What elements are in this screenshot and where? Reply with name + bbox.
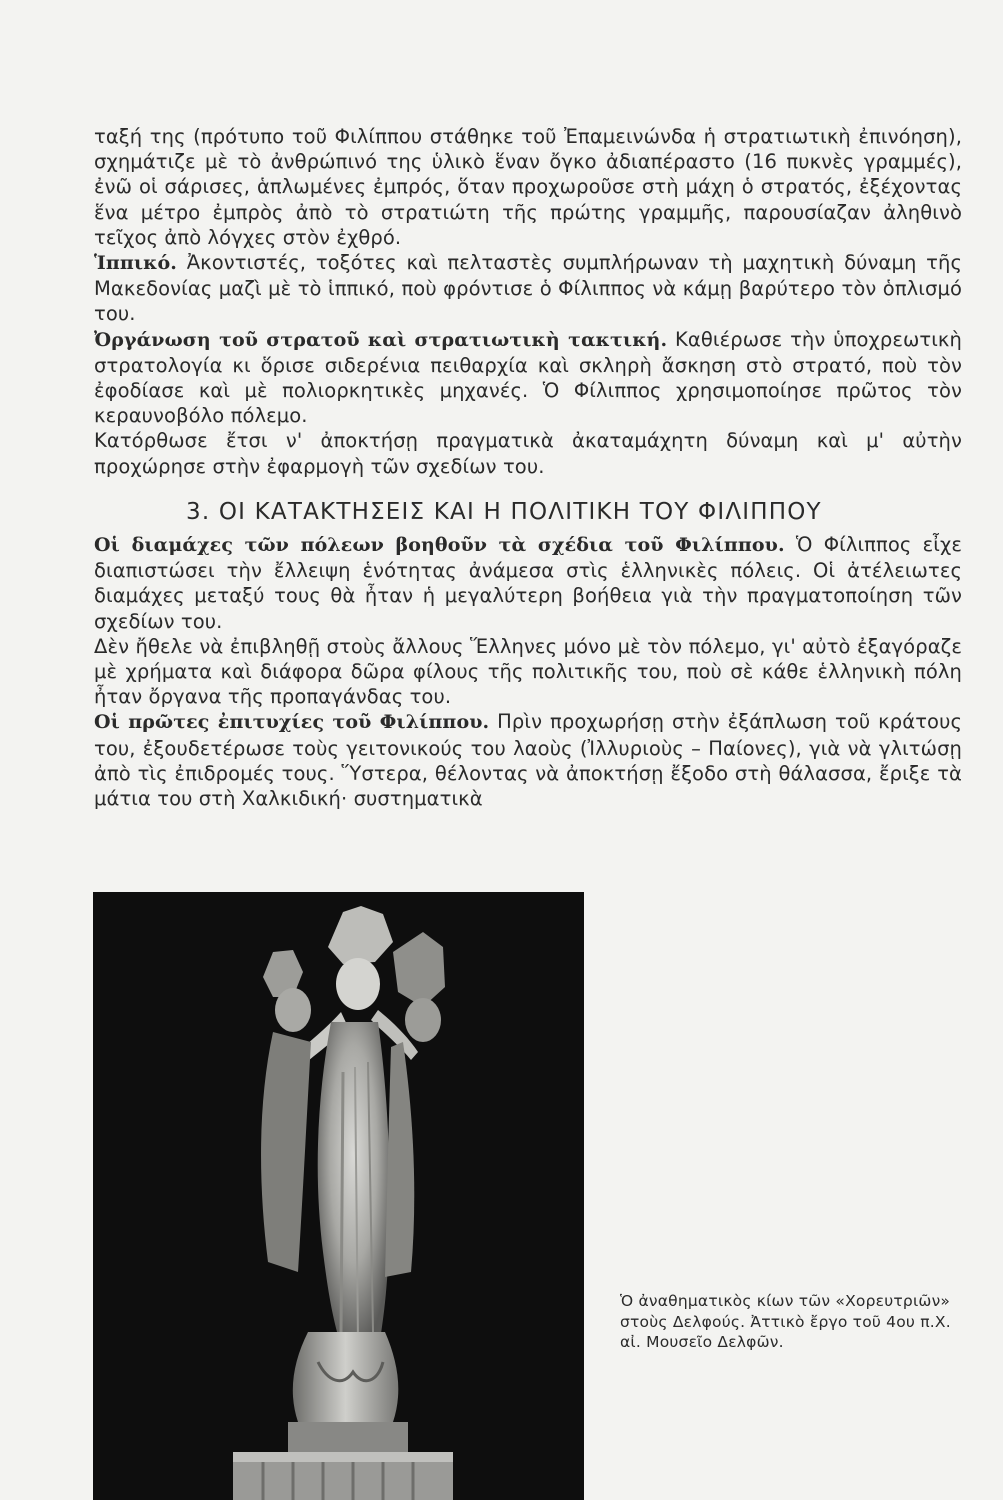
paragraph-lead-disputes: Οἱ διαμάχες τῶν πόλεων βοηθοῦν τὰ σχέδια τοῦ Φιλίππου. xyxy=(94,534,785,556)
paragraph-text: ταξή της (πρότυπο τοῦ Φιλίππου στάθηκε τοῦ Ἐπαμεινώνδα ἡ στρατιωτικὴ ἐπινόηση), σχημάτιζε μὲ τὸ ἀνθρώπινό της ὑλικὸ ἕναν ὄγκο ἀδιαπέραστο (16 πυκνὲς γραμμές), ἐνῶ οἱ σάρισες, ἁπλωμένες ἐμπρός, ὅταν προχωροῦσε στὴ μάχη ὁ στρατός, ἐξέχοντας ἕνα μέτρο ἐμπρὸς ἀπὸ τὸ στρατιώτη τῆς πρώτης γραμμῆς, παρουσίαζαν ἀληθινὸ τεῖχος ἀπὸ λόγχες στὸν ἐχθρό. xyxy=(94,125,962,249)
paragraph-text: Δὲν ἤθελε νὰ ἐπιβληθῇ στοὺς ἄλλους Ἕλληνες μόνο μὲ τὸν πόλεμο, γι' αὐτὸ ἐξαγόραζε μὲ χρήματα καὶ διάφορα δῶρα φίλους τῆς πολιτικῆς του, ποὺ σὲ κάθε ἑλληνικὴ πόλη ἦταν ὄργανα τῆς προπαγάνδας του. xyxy=(94,634,962,709)
paragraph-disputes xyxy=(94,532,962,634)
paragraph-lead-organization: Ὀργάνωση τοῦ στρατοῦ καὶ στρατιωτικὴ τακτική. xyxy=(94,328,668,351)
paragraph-bribery xyxy=(94,634,962,710)
paragraph-cavalry xyxy=(94,250,962,327)
section-heading: 3. ΟΙ ΚΑΤΑΚΤΗΣΕΙΣ ΚΑΙ Η ΠΟΛΙΤΙΚΗ ΤΟΥ ΦΙΛΙΠΠΟΥ xyxy=(186,499,822,525)
paragraph-lead-cavalry: Ἱππικό. xyxy=(94,252,177,275)
dancers-column-photo xyxy=(93,892,584,1500)
paragraph-lead-first-successes: Οἱ πρῶτες ἐπιτυχίες τοῦ Φιλίππου. xyxy=(94,711,490,734)
paragraph-text: Πρὶν προχωρήσῃ στὴν ἐξάπλωση τοῦ κράτους του, ἐξουδετέρωσε τοὺς γειτονικούς του λαοὺς (Ἰλλυριοὺς – Παίονες), γιὰ νὰ γλιτώσῃ ἀπὸ τὶς ἐπιδρομές τους. Ὕστερα, θέλοντας νὰ ἀποκτήσῃ ἔξοδο στὴ θάλασσα, ἔριξε τὰ μάτια του στὴ Χαλκιδική· συστηματικὰ xyxy=(94,710,962,811)
paragraph-text: Κατόρθωσε ἔτσι ν' ἀποκτήσῃ πραγματικὰ ἀκαταμάχητη δύναμη καὶ μ' αὐτὴν προχώρησε στὴν ἐφαρμογὴ τῶν σχεδίων του. xyxy=(94,429,962,478)
paragraph-organization xyxy=(94,327,962,429)
paragraph-first-successes xyxy=(94,709,962,811)
paragraph-text: Ὁ Φίλιππος εἶχε διαπιστώσει τὴν ἔλλειψη ἑνότητας ἀνάμεσα στὶς ἑλληνικὲς πόλεις. Οἱ ἀτέλειωτες διαμάχες μεταξύ τους θὰ ἦταν ἡ μεγαλύτερη βοήθεια γιὰ τὴν πραγματοποίηση τῶν σχεδίων του. xyxy=(94,533,962,633)
paragraph-achievement xyxy=(94,428,962,478)
paragraph-phalanx xyxy=(94,124,962,250)
paragraph-text: Ἀκοντιστές, τοξότες καὶ πελταστὲς συμπλήρωναν τὴ μαχητικὴ δύναμη τῆς Μακεδονίας μαζὶ μὲ τὸ ἱππικό, ποὺ φρόντισε ὁ Φίλιππος νὰ κάμῃ βαρύτερο τὸν ὁπλισμό του. xyxy=(94,251,962,326)
paragraph-text: Καθιέρωσε τὴν ὑποχρεωτικὴ στρατολογία κι ὅρισε σιδερένια πειθαρχία καὶ σκληρὴ ἄσκηση στὸ στρατό, ποὺ τὸν ἐφοδίασε καὶ μὲ πολιορκητικὲς μηχανές. Ὁ Φίλιππος χρησιμοποίησε πρῶτος τὸν κεραυνοβόλο πόλεμο. xyxy=(94,327,962,428)
top-text-block xyxy=(94,124,962,479)
caption-text: Ὁ ἀναθηματικὸς κίων τῶν «Χορευτριῶν» στοὺς Δελφούς. Ἀττικὸ ἔργο τοῦ 4ου π.Χ. αἰ. Μουσεῖο Δελφῶν. xyxy=(620,1292,951,1351)
figure-caption xyxy=(620,1291,960,1353)
bottom-text-block xyxy=(94,532,962,811)
